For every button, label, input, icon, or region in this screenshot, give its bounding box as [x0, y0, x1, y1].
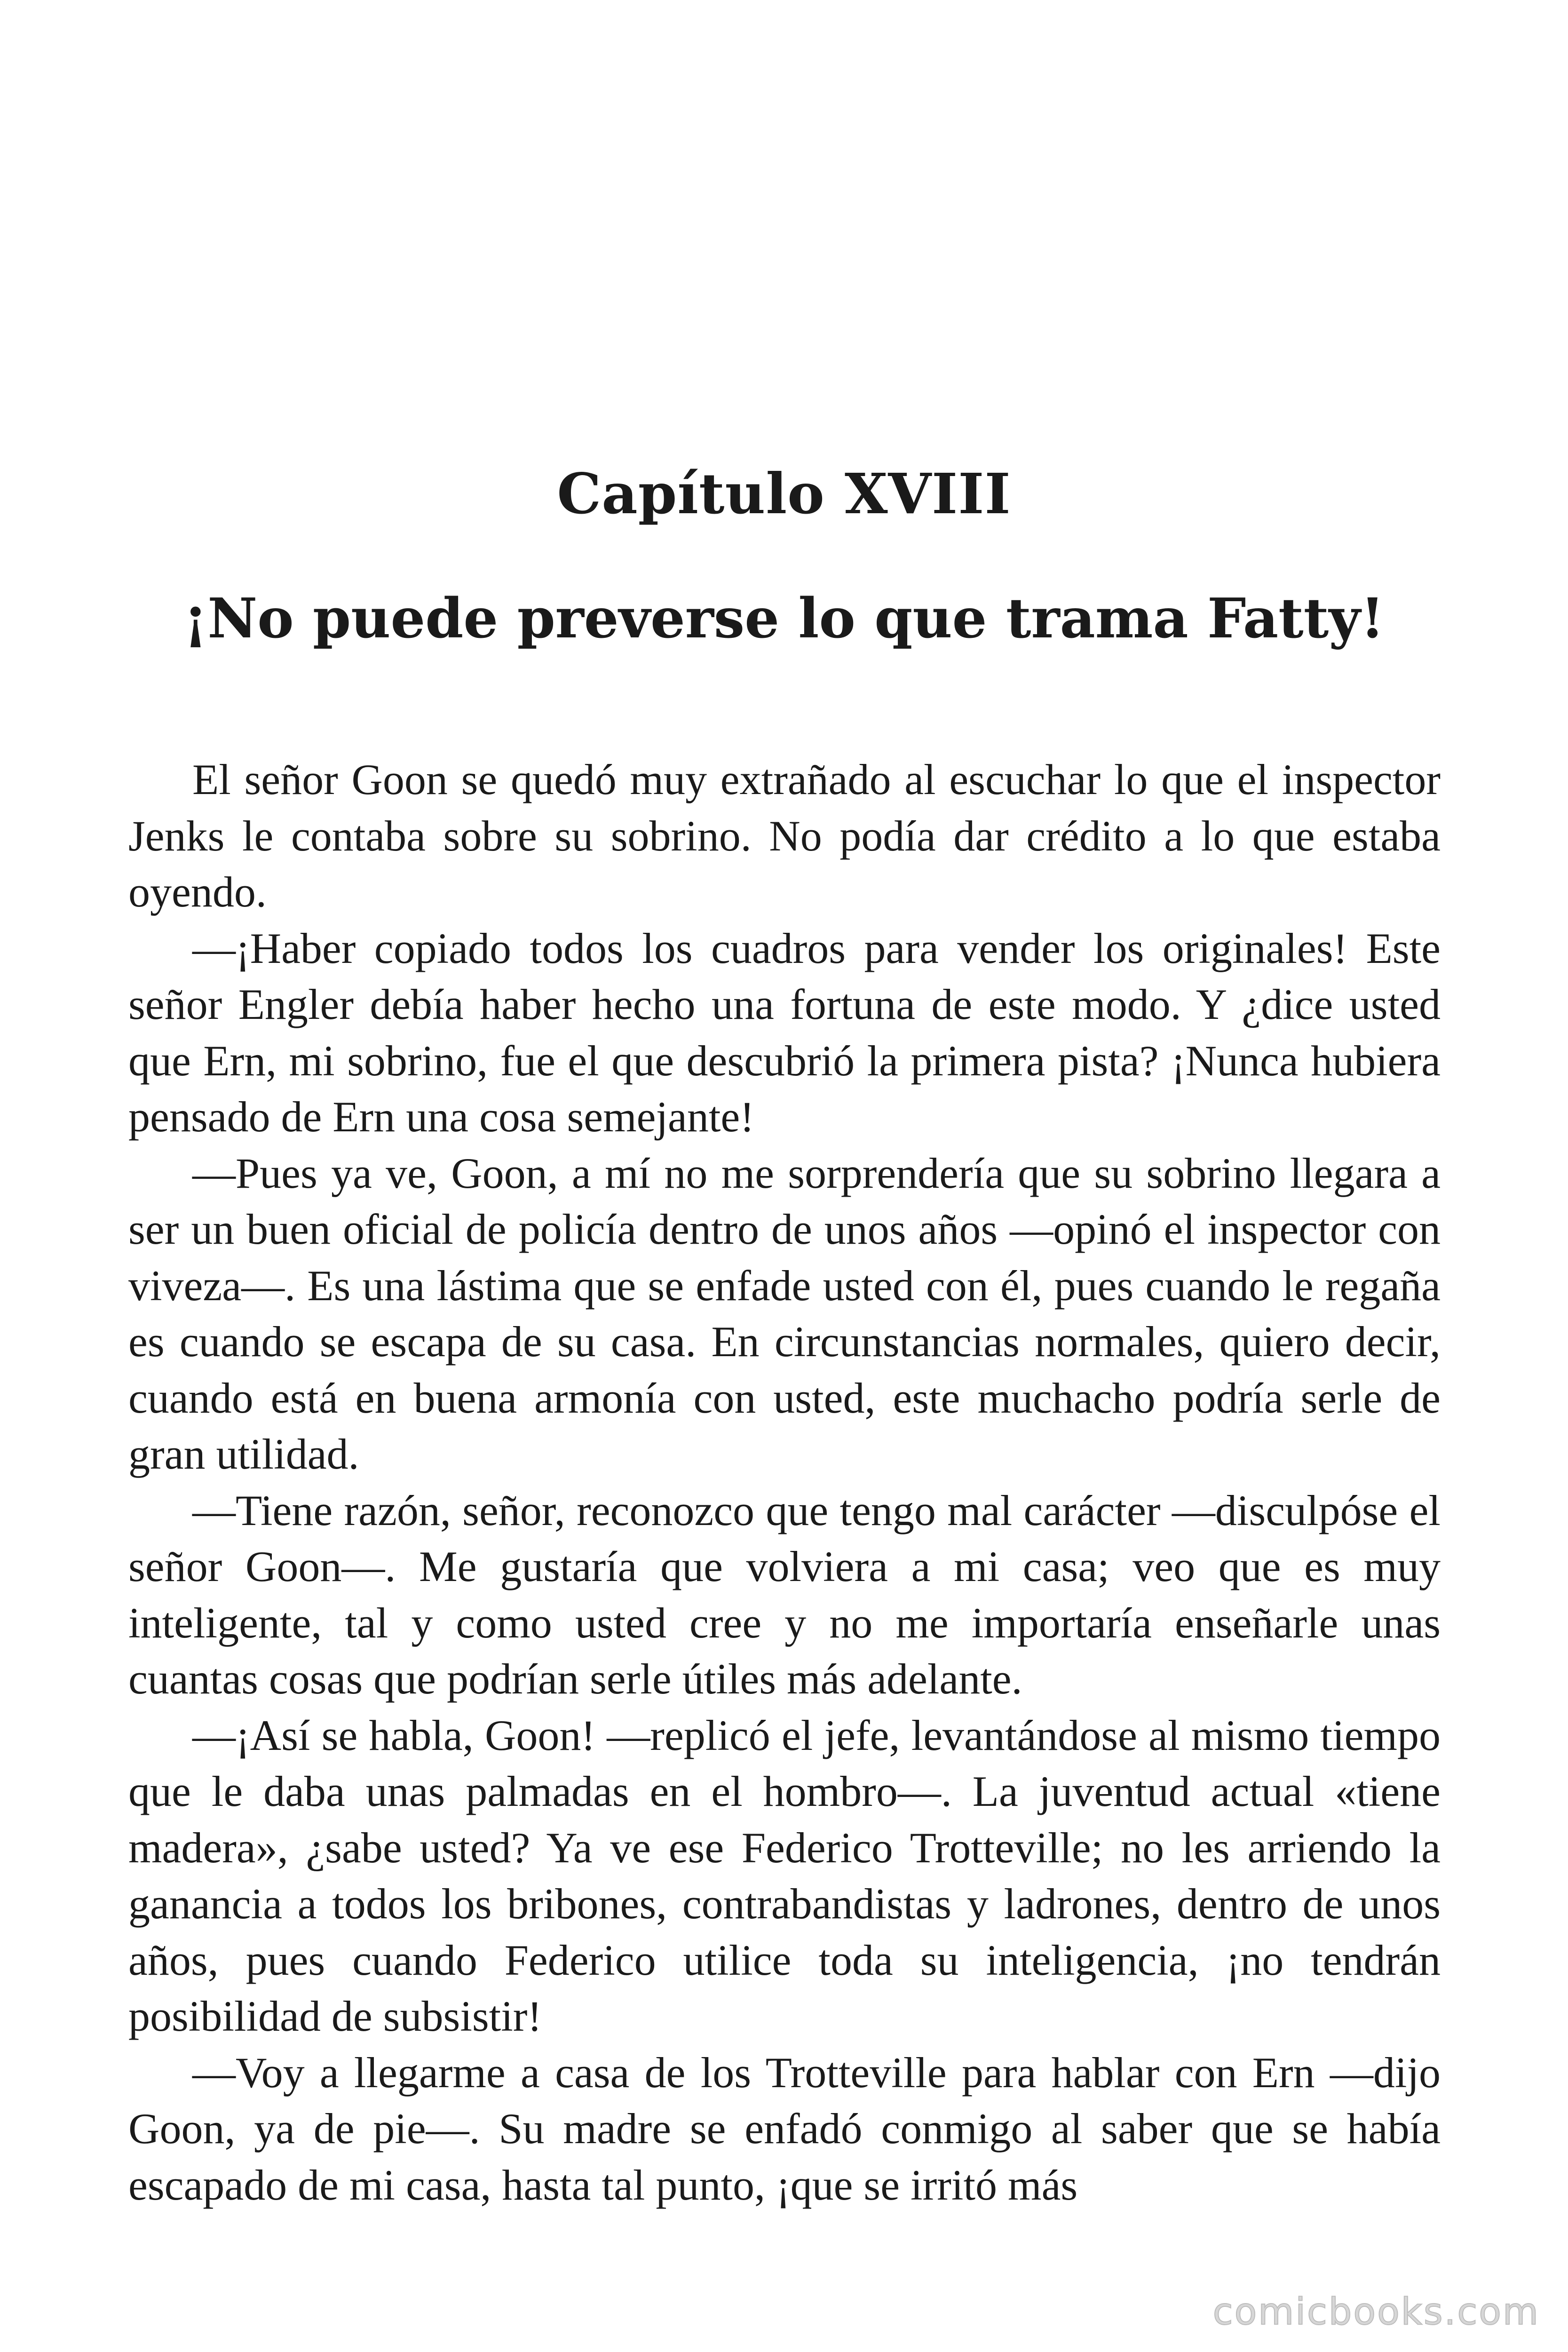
paragraph: —Voy a llegarme a casa de los Trotteville para hablar con Ern —dijo Goon, ya de pie—. Su madre se enfadó conmigo al saber que se había escapado de mi casa, hasta tal punto, ¡que se irritó más: [128, 2048, 1441, 2209]
chapter-title: ¡No puede preverse lo que trama Fatty!: [183, 587, 1385, 651]
paragraph: —Pues ya ve, Goon, a mí no me sorprendería que su sobrino llegara a ser un buen oficial de policía dentro de unos años —opinó el inspector con viveza—. Es una lástima que se enfade usted con él, pues cuando le regaña es cuando se escapa de su casa. En circunstancias normales, quiero decir, cuando está en buena armonía con usted, este muchacho podría serle de gran utilidad.: [128, 1149, 1441, 1478]
paragraph: —¡Haber copiado todos los cuadros para vender los originales! Este señor Engler debía haber hecho una fortuna de este modo. Y ¿dice usted que Ern, mi sobrino, fue el que descubrió la primera pista? ¡Nunca hubiera pensado de Ern una cosa semejante!: [128, 924, 1441, 1141]
body-text: [128, 752, 1441, 2213]
paragraph: El señor Goon se quedó muy extrañado al escuchar lo que el inspector Jenks le contaba sobre su sobrino. No podía dar crédito a lo que estaba oyendo.: [128, 755, 1441, 916]
paragraph: —¡Así se habla, Goon! —replicó el jefe, levantándose al mismo tiempo que le daba unas palmadas en el hombro—. La juventud actual «tiene madera», ¿sabe usted? Ya ve ese Federico Trotteville; no les arriendo la ganancia a todos los bribones, contrabandistas y ladrones, dentro de unos años, pues cuando Federico utilice toda su inteligencia, ¡no tendrán posibilidad de subsistir!: [128, 1711, 1441, 2040]
chapter-number: Capítulo XVIII: [557, 461, 1011, 526]
watermark: comicbooks.com: [1212, 2291, 1540, 2333]
paragraph: —Tiene razón, señor, reconozco que tengo mal carácter —disculpóse el señor Goon—. Me gustaría que volviera a mi casa; veo que es muy inteligente, tal y como usted cree y no me importaría enseñarle unas cuantas cosas que podrían serle útiles más adelante.: [128, 1486, 1441, 1703]
